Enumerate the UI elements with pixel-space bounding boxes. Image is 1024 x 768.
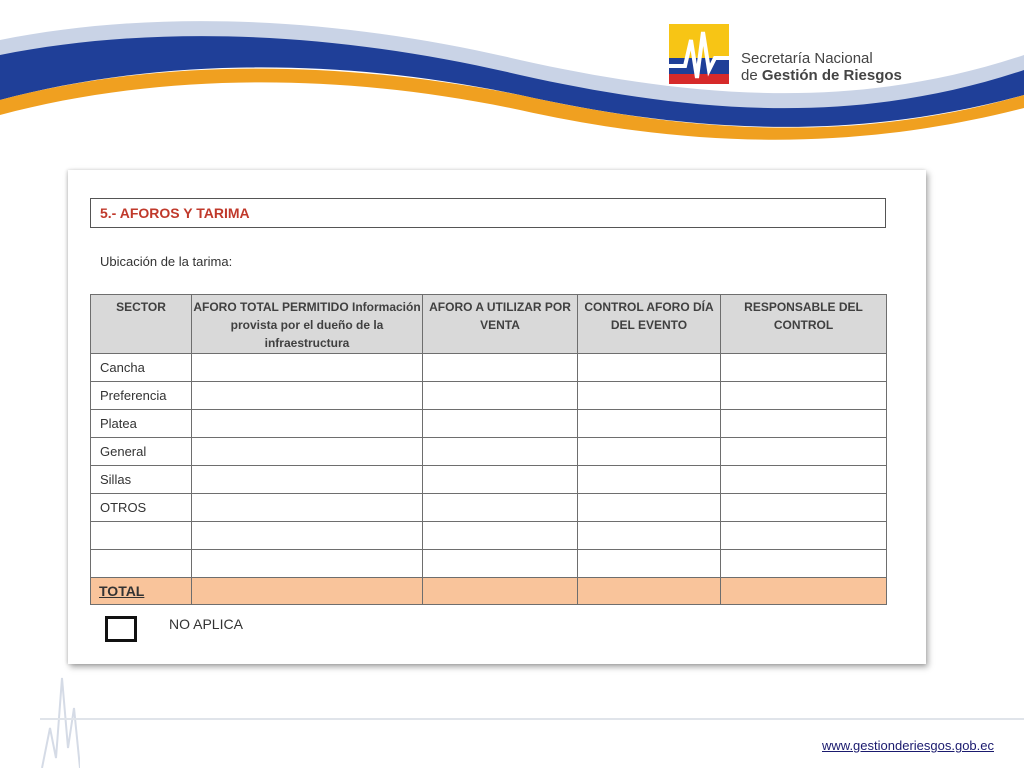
table-cell-input[interactable] <box>578 438 721 466</box>
sector-cell: General <box>91 438 192 466</box>
table-cell-input[interactable] <box>192 354 423 382</box>
total-cell[interactable] <box>721 578 887 605</box>
table-cell-input[interactable] <box>578 494 721 522</box>
table-cell-input[interactable] <box>192 522 423 550</box>
footer-website-link[interactable]: www.gestionderiesgos.gob.ec <box>822 738 994 753</box>
table-cell-input[interactable] <box>423 494 578 522</box>
total-cell[interactable] <box>578 578 721 605</box>
table-cell-input[interactable] <box>192 550 423 578</box>
sngr-logo-icon <box>667 22 731 86</box>
logo-line-2 <box>741 67 902 84</box>
logo-line-1: Secretaría Nacional <box>741 50 873 67</box>
header-responsable: RESPONSABLE DEL CONTROL <box>721 295 887 354</box>
header-control-aforo: CONTROL AFORO DÍA DEL EVENTO <box>578 295 721 354</box>
table-cell-input[interactable] <box>423 354 578 382</box>
table-cell-input[interactable] <box>721 438 887 466</box>
table-cell-input[interactable] <box>423 438 578 466</box>
sector-cell: OTROS <box>91 494 192 522</box>
table-cell-input[interactable] <box>423 466 578 494</box>
table-cell-input[interactable] <box>578 522 721 550</box>
table-cell-input[interactable] <box>423 382 578 410</box>
total-cell[interactable] <box>423 578 578 605</box>
sngr-logo <box>667 22 917 92</box>
table-header-row <box>91 295 887 354</box>
aforos-table <box>90 294 887 605</box>
table-row <box>91 494 887 522</box>
table-cell-input[interactable] <box>578 550 721 578</box>
section-title: 5.- AFOROS Y TARIMA <box>100 205 250 221</box>
table-cell-input[interactable] <box>721 354 887 382</box>
logo-line-2-bold: Gestión de Riesgos <box>761 67 902 84</box>
table-row <box>91 522 887 550</box>
sector-cell: Platea <box>91 410 192 438</box>
table-row <box>91 410 887 438</box>
header-aforo-total: AFORO TOTAL PERMITIDO Información provista por el dueño de la infraestructura <box>192 295 423 354</box>
sector-cell: Cancha <box>91 354 192 382</box>
table-row <box>91 550 887 578</box>
no-aplica-label: NO APLICA <box>169 616 243 632</box>
table-row <box>91 438 887 466</box>
table-cell-input[interactable] <box>423 550 578 578</box>
table-cell-input[interactable] <box>578 382 721 410</box>
sector-cell: Preferencia <box>91 382 192 410</box>
logo-line-2-prefix: de <box>741 67 762 84</box>
table-row <box>91 382 887 410</box>
no-aplica-checkbox[interactable] <box>105 616 137 642</box>
logo-text <box>741 50 902 84</box>
header-sector: SECTOR <box>91 295 192 354</box>
ubicacion-label: Ubicación de la tarima: <box>100 254 233 269</box>
table-cell-input[interactable] <box>578 410 721 438</box>
total-row <box>91 578 887 605</box>
footer-divider <box>40 718 1024 720</box>
table-cell-input[interactable] <box>423 410 578 438</box>
table-cell-input[interactable] <box>423 522 578 550</box>
table-cell-input[interactable] <box>578 466 721 494</box>
header-aforo-utilizar: AFORO A UTILIZAR POR VENTA <box>423 295 578 354</box>
table-cell-input[interactable] <box>192 494 423 522</box>
total-label: TOTAL <box>99 583 145 599</box>
table-cell-input[interactable] <box>721 522 887 550</box>
total-label-cell <box>91 578 192 605</box>
table-cell-input[interactable] <box>192 410 423 438</box>
table-cell-input[interactable] <box>192 382 423 410</box>
table-row <box>91 466 887 494</box>
table-cell-input[interactable] <box>721 382 887 410</box>
sector-cell: Sillas <box>91 466 192 494</box>
table-cell-input[interactable] <box>578 354 721 382</box>
document-page <box>68 170 926 664</box>
sector-cell <box>91 522 192 550</box>
total-cell[interactable] <box>192 578 423 605</box>
table-cell-input[interactable] <box>721 494 887 522</box>
sector-cell <box>91 550 192 578</box>
table-cell-input[interactable] <box>721 466 887 494</box>
table-cell-input[interactable] <box>721 550 887 578</box>
section-header-box <box>90 198 886 228</box>
table-cell-input[interactable] <box>721 410 887 438</box>
table-row <box>91 354 887 382</box>
table-cell-input[interactable] <box>192 466 423 494</box>
table-cell-input[interactable] <box>192 438 423 466</box>
